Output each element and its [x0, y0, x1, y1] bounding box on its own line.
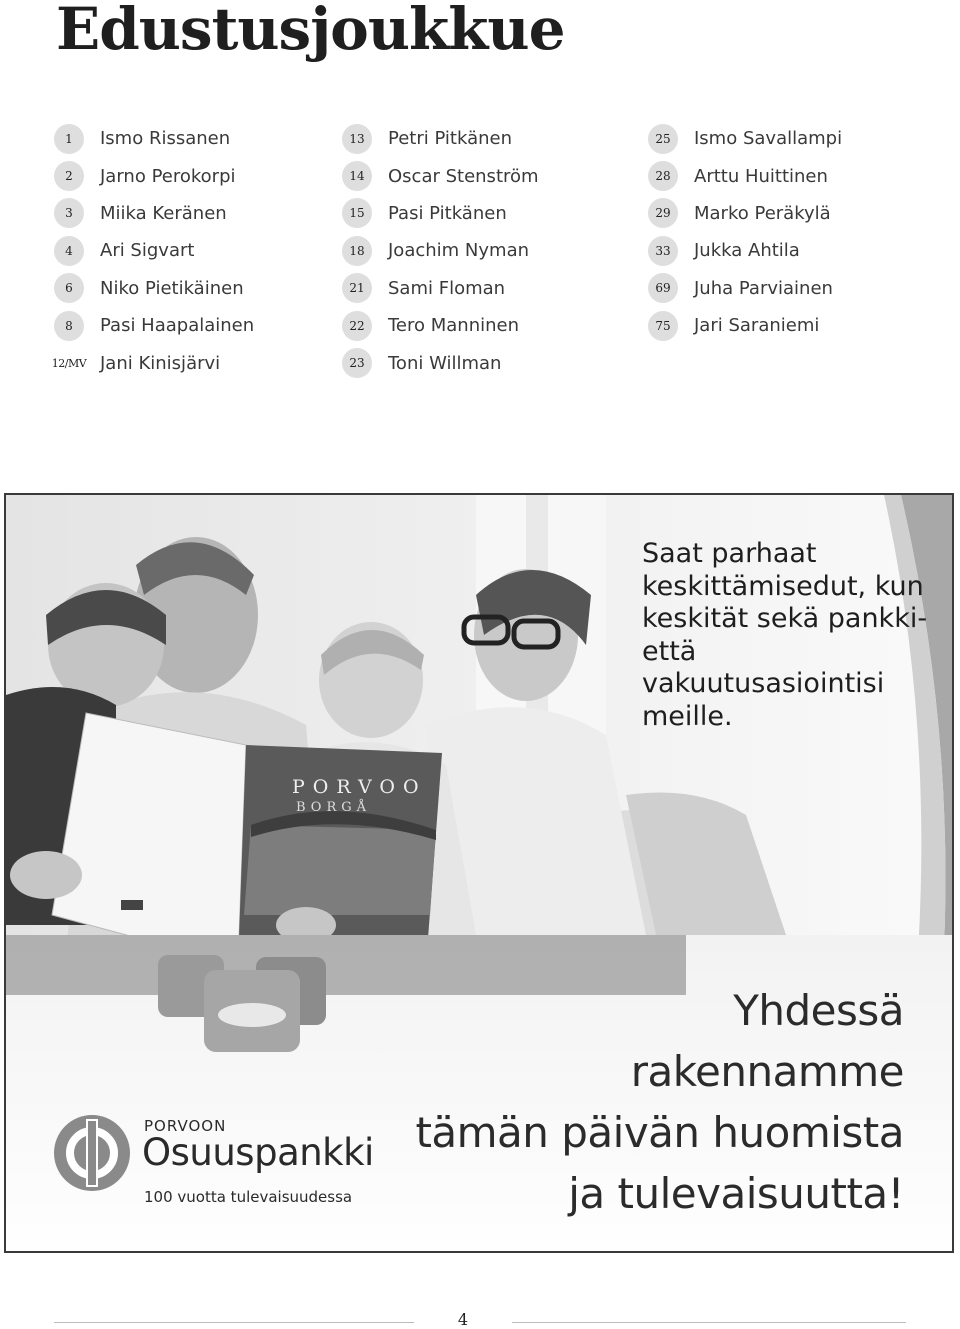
roster-row [51, 344, 254, 381]
roster-row [342, 270, 539, 307]
player-name: Pasi Pitkänen [388, 202, 507, 224]
book-title: PORVOO [292, 776, 427, 798]
page-title: Edustusjoukkue [56, 0, 565, 63]
player-name: Pasi Haapalainen [100, 315, 255, 337]
brand-tagline: 100 vuotta tulevaisuudessa [144, 1188, 353, 1206]
roster-row [342, 195, 539, 232]
jersey-number-badge: 8 [54, 311, 84, 341]
player-name: Niko Pietikäinen [100, 277, 244, 299]
roster-row [342, 307, 539, 344]
roster-row [54, 270, 254, 307]
roster-row [648, 120, 842, 157]
player-name: Jarno Perokorpi [100, 165, 236, 187]
bank-advertisement [4, 493, 954, 1253]
roster-row [54, 157, 254, 194]
page-number: 4 [457, 1310, 469, 1329]
footer-divider-left [54, 1322, 414, 1323]
player-name: Ari Sigvart [100, 240, 195, 262]
jersey-number-badge: 1 [54, 124, 84, 154]
player-name: Sami Floman [388, 277, 506, 299]
book-subtitle: BORGÅ [296, 800, 372, 815]
roster-row [54, 232, 254, 269]
roster-row [54, 307, 254, 344]
slogan-line-1: Yhdessä [733, 986, 904, 1035]
roster-row [342, 232, 539, 269]
player-name: Ismo Savallampi [694, 128, 843, 150]
player-name: Ismo Rissanen [100, 128, 231, 150]
player-name: Oscar Stenström [388, 165, 539, 187]
player-name: Arttu Huittinen [694, 165, 828, 187]
footer-divider-right [512, 1322, 906, 1323]
roster-row [54, 195, 254, 232]
brand-name: Osuuspankki [142, 1131, 374, 1174]
roster-row [648, 232, 842, 269]
ad-headline: Saat parhaat keskittämisedut, kun keskität sekä pankki- että vakuutusasiointisi meille. [642, 538, 928, 732]
jersey-number-badge: 3 [54, 198, 84, 228]
jersey-number-badge: 6 [54, 273, 84, 303]
player-name: Marko Peräkylä [694, 202, 831, 224]
jersey-number-badge: 21 [342, 273, 372, 303]
player-name: Miika Keränen [100, 202, 227, 224]
player-name: Petri Pitkänen [388, 128, 513, 150]
player-name: Tero Manninen [388, 315, 520, 337]
ad-slogan [415, 980, 904, 1224]
jersey-number-badge: 22 [342, 311, 372, 341]
jersey-number-badge: 29 [648, 198, 678, 228]
player-name: Jari Saraniemi [694, 315, 820, 337]
roster-row [648, 307, 842, 344]
roster-row [54, 120, 254, 157]
jersey-number-badge: 15 [342, 198, 372, 228]
roster-row [342, 344, 539, 381]
jersey-number-badge: 28 [648, 161, 678, 191]
player-name: Jukka Ahtila [694, 240, 800, 262]
jersey-number-badge: 69 [648, 273, 678, 303]
roster-row [648, 195, 842, 232]
slogan-line-4: ja tulevaisuutta! [568, 1169, 904, 1218]
brand-town: PORVOON [144, 1117, 227, 1135]
roster-column-3 [648, 120, 842, 344]
roster-column-2 [342, 120, 539, 382]
slogan-line-3: tämän päivän huomista [415, 1108, 904, 1157]
jersey-number-badge: 23 [342, 348, 372, 378]
jersey-number-badge: 12/MV [51, 356, 87, 370]
roster-column-1 [51, 120, 255, 382]
player-name: Joachim Nyman [388, 240, 530, 262]
jersey-number-badge: 33 [648, 236, 678, 266]
jersey-number-badge: 25 [648, 124, 678, 154]
jersey-number-badge: 18 [342, 236, 372, 266]
slogan-line-2: rakennamme [630, 1047, 904, 1096]
player-name: Jani Kinisjärvi [100, 352, 221, 374]
player-name: Toni Willman [388, 352, 502, 374]
roster-row [648, 157, 842, 194]
jersey-number-badge: 75 [648, 311, 678, 341]
osuuspankki-logo-icon [52, 1113, 132, 1193]
jersey-number-badge: 13 [342, 124, 372, 154]
jersey-number-badge: 2 [54, 161, 84, 191]
jersey-number-badge: 14 [342, 161, 372, 191]
jersey-number-badge: 4 [54, 236, 84, 266]
roster-row [648, 270, 842, 307]
roster-row [342, 120, 539, 157]
player-name: Juha Parviainen [694, 277, 833, 299]
roster-row [342, 157, 539, 194]
